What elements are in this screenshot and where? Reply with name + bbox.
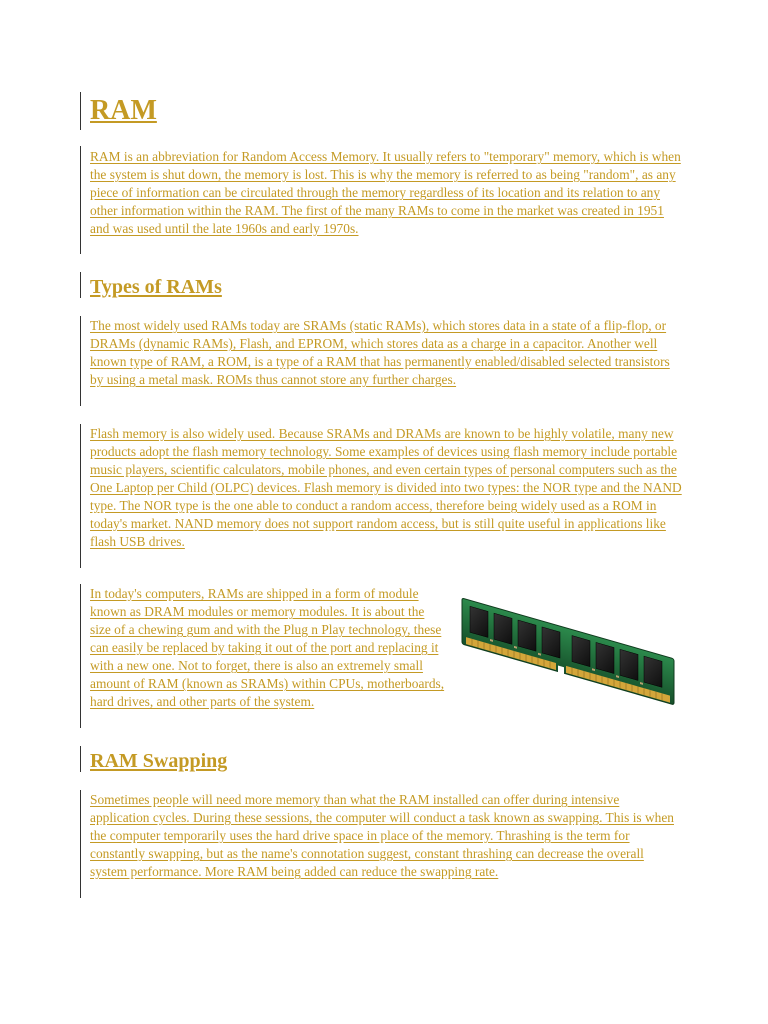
paragraph-bar-modules bbox=[80, 584, 81, 728]
page-title[interactable]: RAM bbox=[90, 95, 157, 126]
modules-paragraph[interactable]: In today's computers, RAMs are shipped in a form of module known as DRAM modules or memory modules. It is about the size of a chewing gum and with the Plug n Play technology, these can easily be replaced by taking it out of the port and replacing it with a new one. Not to forget, there is also an extremely small amount of RAM (known as SRAMs) within CPUs, motherboards, hard drives, and other parts of the system. bbox=[90, 586, 445, 709]
paragraph-bar-swapping bbox=[80, 790, 81, 898]
intro-paragraph[interactable]: RAM is an abbreviation for Random Access Memory. It usually refers to "temporary" memory, which is when the system is shut down, the memory is lost. This is why the memory is referred to as being "random", as any piece of information can be circulated through the memory regardless of its location and its relation to any other information within the RAM. The first of the many RAMs to come in the market was created in 1951 and was used until the late 1960s and early 1970s. bbox=[90, 149, 681, 236]
types-heading[interactable]: Types of RAMs bbox=[90, 276, 222, 298]
paragraph-bar-intro bbox=[80, 146, 81, 254]
swapping-heading[interactable]: RAM Swapping bbox=[90, 750, 228, 772]
flash-paragraph[interactable]: Flash memory is also widely used. Because SRAMs and DRAMs are known to be highly volatile, many new products adopt the flash memory technology. Some examples of devices using flash memory include portable music players, scientific calculators, mobile phones, and even certain types of personal computers such as the One Laptop per Child (OLPC) devices. Flash memory is divided into two types: the NOR type and the NAND type. The NOR type is the one able to conduct a random access, therefore being widely used as a ROM in today's market. NAND memory does not support random access, but is still quite useful in applications like flash USB drives. bbox=[90, 426, 682, 549]
section-bar-swapping bbox=[80, 746, 81, 772]
paragraph-bar-flash bbox=[80, 424, 81, 568]
section-bar-ram bbox=[80, 92, 81, 130]
types-paragraph[interactable]: The most widely used RAMs today are SRAMs (static RAMs), which stores data in a state of a flip-flop, or DRAMs (dynamic RAMs), Flash, and EPROM, which stores data as a charge in a capacitor. Another well known type of RAM, a ROM, is a type of a RAM that has permanently enabled/disabled selected transistors by using a metal mask. ROMs thus cannot store any further charges. bbox=[90, 318, 670, 387]
ram-module-image bbox=[452, 590, 684, 734]
paragraph-bar-types bbox=[80, 316, 81, 406]
section-bar-types bbox=[80, 272, 81, 298]
swapping-paragraph[interactable]: Sometimes people will need more memory than what the RAM installed can offer during intensive application cycles. During these sessions, the computer will conduct a task known as swapping. This is when the computer temporarily uses the hard drive space in place of the memory. Thrashing is the term for constantly swapping, but as the name's connotation suggest, constant thrashing can decrease the overall system performance. More RAM being added can reduce the swapping rate. bbox=[90, 792, 674, 879]
